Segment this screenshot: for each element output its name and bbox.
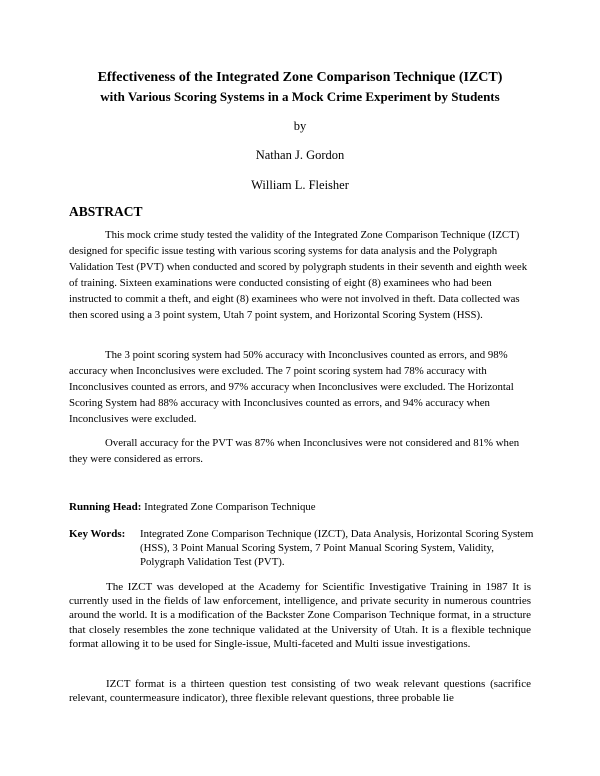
abstract-paragraph — [69, 227, 531, 323]
abstract-paragraph-text: This mock crime study tested the validity of the Integrated Zone Comparison Technique (IZCT) designed for specific issue testing with various scoring systems for data analysis and the Polygraph Validation Test (PVT) when conducted and scored by polygraph students in their seventh and eighth week of training. Sixteen examinations were conducted consisting of eight (8) examinees who had been instructed to commit a theft, and eight (8) examinees who were not involved in theft. Data collected was then scored using a 3 point system, Utah 7 point system, and Horizontal Scoring System (HSS). — [69, 229, 528, 321]
running-head-label: Running Head: — [69, 501, 142, 513]
body-paragraph-text: IZCT format is a thirteen question test consisting of two weak relevant questions (sacrifice relevant, countermeasure indicator), three flexible relevant questions, three probable lie — [69, 678, 531, 705]
author-name: Nathan J. Gordon — [255, 148, 345, 162]
abstract-paragraph — [69, 347, 531, 427]
abstract-paragraph-text: The 3 point scoring system had 50% accuracy with Inconclusives counted as errors, and 98% accuracy when Inconclusives were excluded. The 7 point scoring system had 78% accuracy with Inconclusives counted as errors, and 97% accuracy when Inconclusives were excluded. The Horizontal Scoring System had 88% accuracy with Inconclusives counted as errors, and 94% accuracy when Inconclusives were excluded. — [69, 349, 514, 425]
abstract-paragraph-text: Overall accuracy for the PVT was 87% when Inconclusives were not considered and 81% when they were considered as errors. — [69, 437, 520, 465]
body-paragraph-text: The IZCT was developed at the Academy for Scientific Investigative Training in 1987 It is currently used in the fields of law enforcement, intelligence, and private security in numerous countries around the world. It is a modification of the Backster Zone Comparison Technique format, in a structure that closely resembles the zone technique validated at the University of Utah. It is a flexible technique format allowing it to be used for Single-issue, Multi-faceted and Multi issue investigations. — [69, 581, 531, 650]
byline: by — [293, 119, 307, 133]
key-words-label: Key Words: — [69, 528, 126, 540]
body-paragraph — [69, 677, 531, 705]
body-paragraph — [69, 580, 531, 651]
paper-subtitle: with Various Scoring Systems in a Mock Crime Experiment by Students — [100, 89, 500, 104]
key-words-text: Integrated Zone Comparison Technique (IZCT), Data Analysis, Horizontal Scoring System (HSS), 3 Point Manual Scoring System, 7 Point Manual Scoring System, Validity, Polygraph Validation Test (PVT). — [140, 528, 534, 568]
abstract-heading: ABSTRACT — [69, 204, 143, 219]
abstract-paragraph — [69, 435, 531, 467]
author-name: William L. Fleisher — [251, 178, 349, 192]
running-head-text: Integrated Zone Comparison Technique — [144, 501, 316, 513]
running-head — [69, 500, 316, 514]
paper-title: Effectiveness of the Integrated Zone Comparison Technique (IZCT) — [97, 70, 503, 85]
